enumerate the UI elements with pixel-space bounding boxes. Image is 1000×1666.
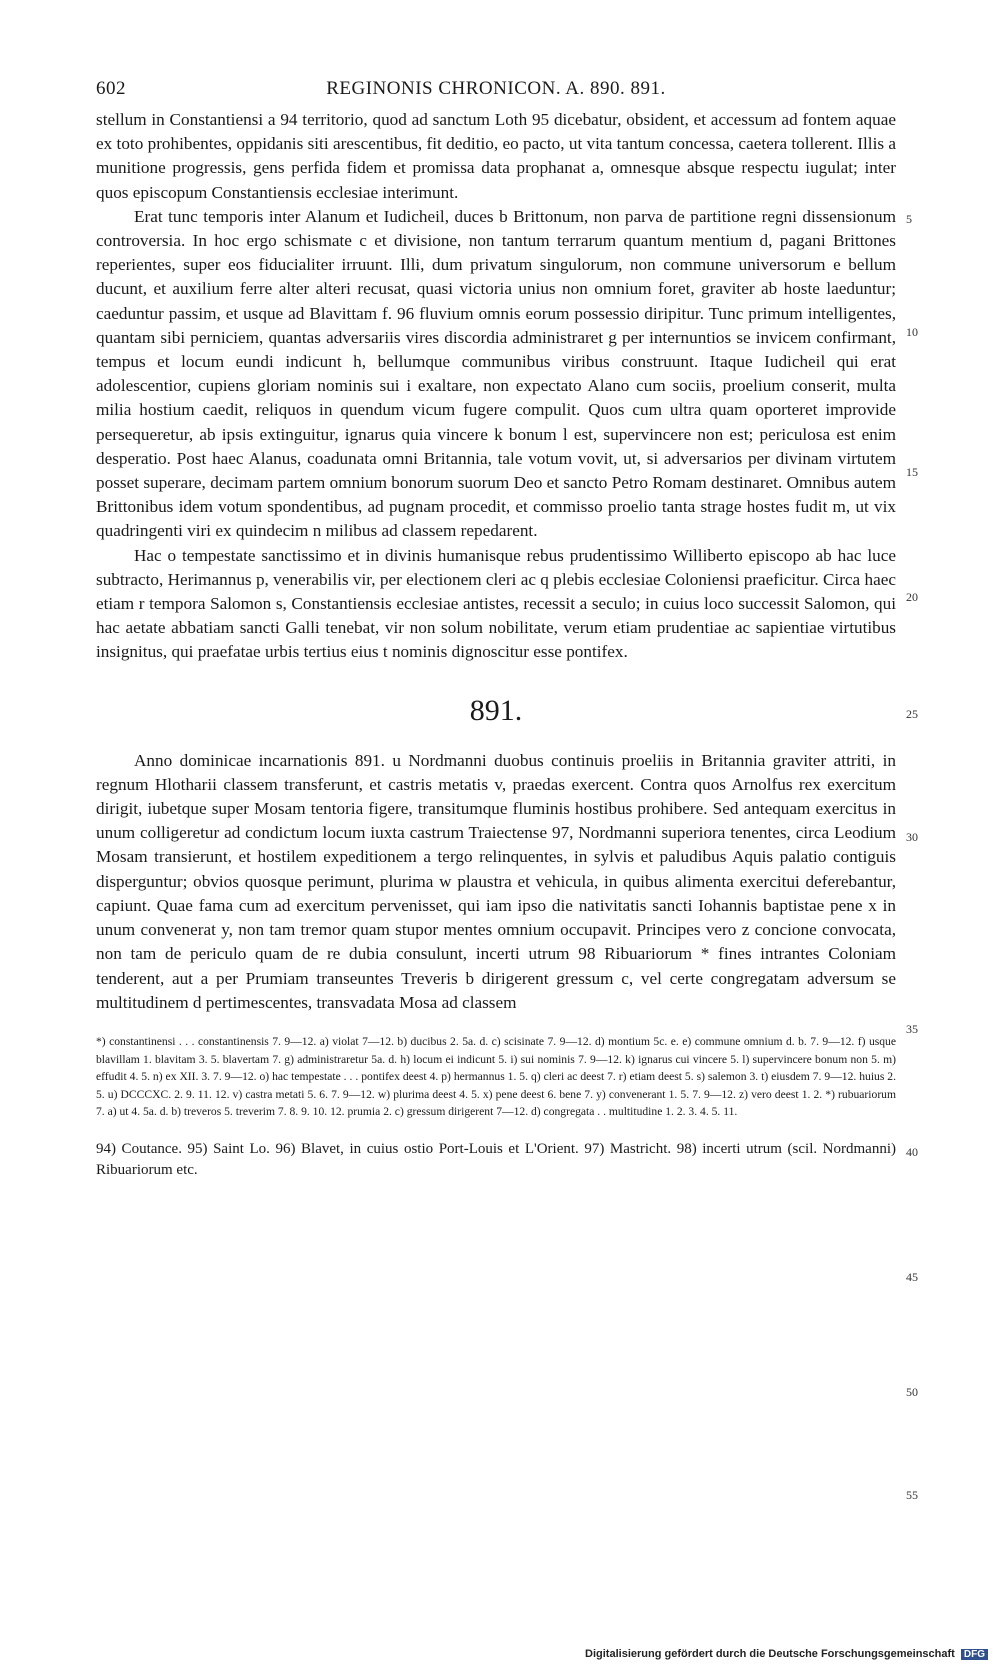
digitization-footer	[585, 1648, 988, 1660]
line-number: 25	[906, 707, 918, 721]
line-number: 40	[906, 1145, 918, 1159]
page	[96, 78, 896, 1181]
paragraph-brittones: Erat tunc temporis inter Alanum et Iudicheil, duces b Brittonum, non parva de partitione regni dissensionum controversia. In hoc ergo schismate c et divisione, non tantum terrarum quantum mentium d, pagani Brittones reperientes, super eos fiducialiter irruunt. Illi, dum privatum singulorum, non commune universorum e bellum ducunt, et auxilium ferre alter alteri recusat, quasi victoria unius non omnium foret, graviter ab hoste laeduntur; caeduntur passim, et usque ad Blavittam f. 96 fluvium omnis eorum possessio diripitur. Tunc primum intelligentes, quantam sibi perniciem, quantas adversariis vires discordia administraret g per internuntios se invicem confirmant, tempus et locum eundi indicunt h, bellumque communibus viribus construunt. Itaque Iudicheil qui erat adolescentior, cupiens gloriam nominis sui i exaltare, non expectato Alano cum sociis, proelium conserit, multa milia hostium caedit, reliquos in quendum vicum fugere compulit. Quos cum ultra quam oporteret improvide persequeretur, ab ipsis extinguitur, ignarus quia vincere k bonum l est, supervincere non est; periculosa est enim desperatio. Post haec Alanus, coadunata omni Britannia, tale votum vovit, ut, si adversarios per divinam virtutem posset superare, decimam partem omnium bonorum suorum Deo et sancto Petro Romam destinaret. Omnibus autem Brittonibus idem votum spondentibus, ad pugnam procedit, et commisso proelio tanta strage hostes fudit m, ut vix quadringenti viri ex quindecim n milibus ad classem repedarent.	[96, 206, 896, 541]
main-text	[96, 108, 896, 1015]
page-number: 602	[96, 78, 126, 99]
variant-notes: *) constantinensi . . . constantinensis 7. 9—12. a) violat 7—12. b) ducibus 2. 5a. d. c) scisinate 7. 9—12. d) montium 5c. e. e) commune omnium d. b. 7. 9—12. f) usque blavillam 1. blavitam 3. 5. blavertam 7. g) administraretur 5a. d. h) locum ei indicunt 5. i) sui nominis 7. 9—12. k) ignarus cui vincere 5. l) supervincere bonum non 5. m) effudit 4. 5. n) ex XII. 3. 7. 9—12. o) hac tempestate . . . pontifex deest 4. p) hermannus 1. 5. q) cleri ac deest 7. r) etiam deest 5. s) salemon 3. t) eiusdem 7. 9—12. huius 2. 5. u) DCCCXC. 2. 9. 11. 12. v) castra metati 5. 6. 7. 9—12. w) plurima deest 4. 5. x) pene deest 6. bene 7. y) convenerant 1. 5. 7. 9—12. z) vero deest 1. 2. *) rubuariorum 7. a) ut 4. 5a. d. b) treveros 5. treverim 7. 8. 9. 10. 12. prumia 2. c) gressum dirigerent 7—12. d) congregata . . multitudine 1. 2. 3. 4. 5. 11.	[96, 1034, 896, 1119]
line-number: 55	[906, 1488, 918, 1502]
year-heading: 891.	[469, 693, 523, 727]
paragraph-891: Anno dominicae incarnationis 891. u Nordmanni duobus continuis proeliis in Britannia graviter attriti, in regnum Hlotharii classem transferunt, et castris metatis v, praedas exercent. Contra quos Arnolfus rex exercitum dirigit, iubetque super Mosam tentoria figere, transitumque fluminis hostibus prohibere. Sed antequam exercitus in unum colligeretur ad condictum locum iuxta castrum Traiectense 97, Nordmanni superiora tenentes, circa Leodium Mosam transierunt, et hostilem expeditionem a tergo relinquentes, in sylvis et paludibus Aquis palatio contiguis disperguntur; obvios quosque perimunt, plurima w plaustra et vehicula, in quibus alimenta exercitui deferebantur, capiunt. Quae fama cum ad exercitum pervenisset, qui iam ipso die nativitatis sancti Iohannis baptistae pene x in unum convenerat y, non tam tremor quam stupor mentes omnium occupavit. Principes vero z concione convocata, non tam de periculo quam de re dubia consulunt, incerti utrum 98 Ribuariorum * fines intrantes Coloniam tenderent, aut a per Prumiam transeuntes Treveris b dirigerent gressum c, vel certe congregatam adversum se multitudinem d pertimescentes, transvadata Mosa ad classem	[96, 750, 896, 1012]
line-number: 10	[906, 325, 918, 339]
dfg-logo: DFG	[961, 1649, 988, 1660]
footer-text: Digitalisierung gefördert durch die Deutsche Forschungsgemeinschaft	[585, 1648, 955, 1660]
line-number: 5	[906, 212, 912, 226]
paragraph-continuation: stellum in Constantiensi a 94 territorio, quod ad sanctum Loth 95 dicebatur, obsident, et accessum ad fontem aquae ex toto prohibentes, oppidanis siti arescentibus, fit deditio, eo pacto, ut vita tantum concessa, caetera tollerent. Illis a munitione progressis, gens perfida fidem et promissa data prophanat a, omnesque absque respectu iugulat; inter quos episcopum Constantiensis ecclesiae interimunt.	[96, 110, 896, 202]
paragraph-herimannus: Hac o tempestate sanctissimo et in divinis humanisque rebus prudentissimo Williberto episcopo ab hac luce subtracto, Herimannus p, venerabilis vir, per electionem cleri ac q plebis ecclesiae Coloniensi praeficitur. Circa haec etiam r tempora Salomon s, Constantiensis ecclesiae antistes, recessit a seculo; in cuius loco successit Salomon, qui hac aetate abbatiam sancti Galli tenebat, vir non solum nobilitate, verum etiam prudentiae ac sapientiae virtutibus insignitus, qui praefatae urbis tertius eius t nominis dignoscitur esse pontifex.	[96, 545, 896, 662]
running-title: REGINONIS CHRONICON. A. 890. 891.	[326, 78, 666, 99]
line-number: 45	[906, 1270, 918, 1284]
line-number: 30	[906, 830, 918, 844]
line-number: 50	[906, 1385, 918, 1399]
running-header	[96, 78, 896, 108]
line-number: 15	[906, 465, 918, 479]
line-number: 35	[906, 1022, 918, 1036]
line-number: 20	[906, 590, 918, 604]
commentary-notes: 94) Coutance. 95) Saint Lo. 96) Blavet, in cuius ostio Port-Louis et L'Orient. 97) Mastricht. 98) incerti utrum (scil. Nordmanni) Ribuariorum etc.	[96, 1140, 896, 1178]
